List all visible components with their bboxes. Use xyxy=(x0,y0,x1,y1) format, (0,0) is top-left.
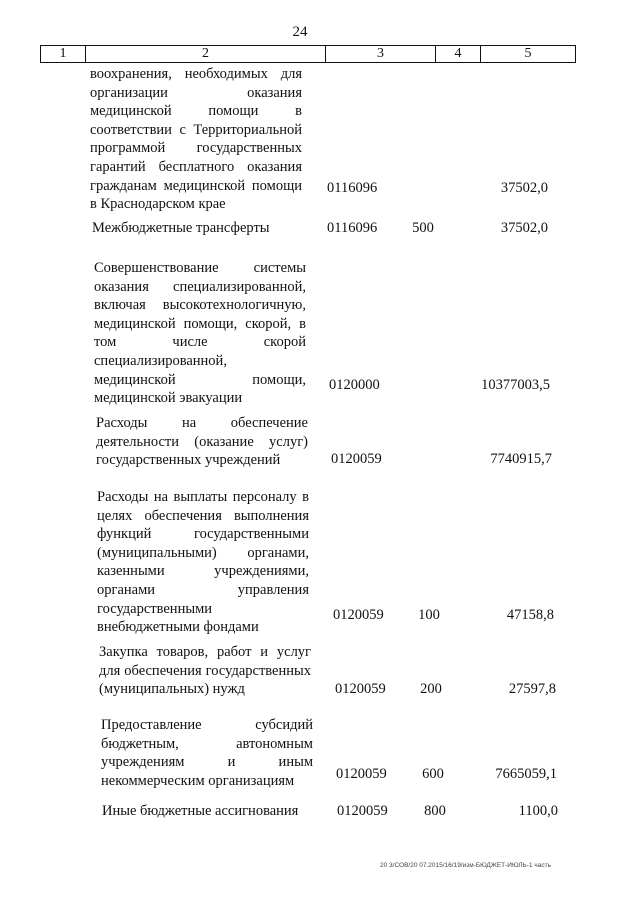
row-description: Предоставление субсидий бюджетным, автономным учреждениям и иным некоммерческим организациям xyxy=(101,717,313,789)
row-description: Расходы на выплаты персоналу в целях обеспечения выполнения функций государственными (муниципальными) органами, казенными учреждениями, органами управления государственными внебюджетными фондами xyxy=(97,489,309,636)
table-header xyxy=(40,45,576,63)
header-col-1: 1 xyxy=(41,46,86,62)
row-amount: 10377003,5 xyxy=(481,377,550,393)
row-code: 0116096 xyxy=(327,180,378,196)
row-type: 500 xyxy=(412,220,434,236)
row-code: 0120059 xyxy=(335,681,386,697)
row-amount: 37502,0 xyxy=(500,220,548,236)
row-code: 0120000 xyxy=(329,377,380,393)
row-code: 0116096 xyxy=(327,220,378,236)
header-col-2: 2 xyxy=(86,46,326,62)
row-amount: 7740915,7 xyxy=(490,451,552,467)
header-col-4: 4 xyxy=(436,46,481,62)
row-amount: 7665059,1 xyxy=(495,766,557,782)
header-col-5: 5 xyxy=(524,46,532,61)
row-description: Совершенствование системы оказания специализированной, включая высокотехнологичную, медицинской помощи, скорой, в том числе скорой специализированной, медицинской помощи, медицинской эвакуации xyxy=(94,260,306,407)
row-description: Расходы на обеспечение деятельности (оказание услуг) государственных учреждений xyxy=(96,415,308,469)
row-type: 200 xyxy=(420,681,442,697)
row-description: Закупка товаров, работ и услуг для обеспечения государственных (муниципальных) нужд xyxy=(99,644,311,698)
row-type: 600 xyxy=(422,766,444,782)
row-code: 0120059 xyxy=(331,451,382,467)
row-code: 0120059 xyxy=(333,607,384,623)
row-type: 800 xyxy=(424,803,446,819)
row-amount: 37502,0 xyxy=(500,180,548,196)
header-col-3: 3 xyxy=(326,46,436,62)
row-amount: 47158,8 xyxy=(506,607,554,623)
row-description: воохранения, необходимых для организации оказания медицинской помощи в соответствии с Территориальной программой государственных гарантий бесплатного оказания гражданам медицинской помощи в Краснодарском крае xyxy=(90,66,302,213)
footer-file-path: 20 3/СОВ/20 07.2015/16/19/изм-БЮДЖЕТ-ИЮЛЬ-1 часть xyxy=(380,862,551,869)
row-code: 0120059 xyxy=(336,766,387,782)
page-number: 24 xyxy=(292,24,308,40)
row-type: 100 xyxy=(418,607,440,623)
row-amount: 1100,0 xyxy=(518,803,558,819)
row-description: Иные бюджетные ассигнования xyxy=(102,803,299,819)
row-code: 0120059 xyxy=(337,803,388,819)
row-amount: 27597,8 xyxy=(508,681,556,697)
row-description: Межбюджетные трансферты xyxy=(92,220,270,236)
